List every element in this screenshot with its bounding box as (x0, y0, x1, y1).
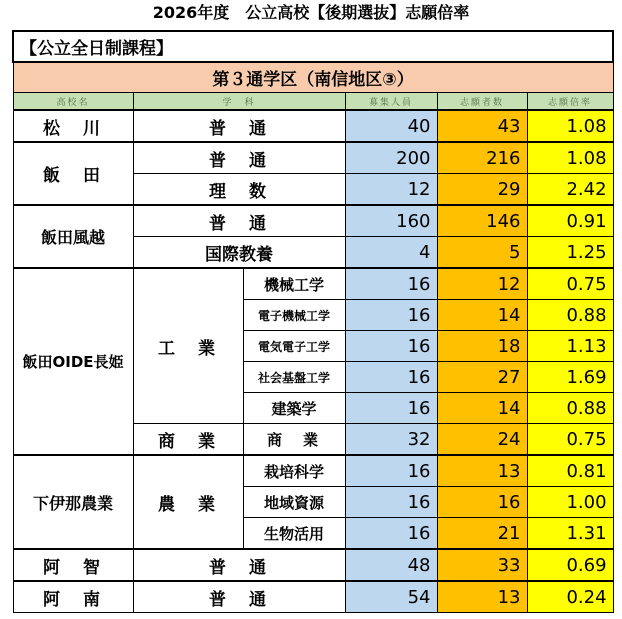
applicants-cell: 14 (437, 300, 527, 331)
ratio-cell: 1.13 (527, 331, 613, 362)
school-name: 阿 南 (13, 581, 133, 613)
applicants-cell: 27 (437, 362, 527, 393)
applicants-cell: 216 (437, 142, 527, 174)
table-header-row (13, 93, 613, 111)
sub-department: 社会基盤工学 (243, 362, 345, 393)
applicants-cell: 14 (437, 393, 527, 424)
sub-department: 建築学 (243, 393, 345, 424)
ratio-cell: 0.24 (527, 581, 613, 613)
sub-department: 電子機械工学 (243, 300, 345, 331)
sub-department: 栽培科学 (243, 455, 345, 487)
applicants-cell: 16 (437, 487, 527, 518)
ratio-cell: 0.91 (527, 205, 613, 237)
capacity-cell: 16 (345, 393, 437, 424)
school-name: 飯 田 (13, 142, 133, 205)
sub-department: 商 業 (243, 424, 345, 456)
course-label: 【公立全日制課程】 (13, 31, 613, 62)
page-title: 2026年度 公立高校【後期選抜】志願倍率 (152, 3, 470, 22)
header-ratio: 志願倍率 (527, 93, 613, 111)
school-name: 飯田風越 (13, 205, 133, 268)
header-department: 学 科 (133, 93, 345, 111)
ratio-cell: 1.25 (527, 237, 613, 269)
department: 国際教養 (133, 237, 345, 269)
department: 普 通 (133, 110, 345, 142)
applicants-cell: 24 (437, 424, 527, 456)
sub-department: 機械工学 (243, 268, 345, 300)
ratio-cell: 0.81 (527, 455, 613, 487)
ratio-cell: 0.69 (527, 549, 613, 581)
capacity-cell: 16 (345, 362, 437, 393)
table-row (13, 110, 613, 142)
capacity-cell: 16 (345, 487, 437, 518)
capacity-cell: 16 (345, 331, 437, 362)
capacity-cell: 16 (345, 455, 437, 487)
applicants-cell: 33 (437, 549, 527, 581)
header-capacity: 募集人員 (345, 93, 437, 111)
header-school: 高校名 (13, 93, 133, 111)
ratio-cell: 1.69 (527, 362, 613, 393)
applicants-cell: 12 (437, 268, 527, 300)
school-name: 松 川 (13, 110, 133, 142)
ratio-cell: 1.08 (527, 110, 613, 142)
department: 商 業 (133, 424, 243, 456)
applicants-cell: 21 (437, 518, 527, 550)
application-ratio-table (12, 30, 614, 613)
table-row (13, 142, 613, 174)
ratio-cell: 1.31 (527, 518, 613, 550)
ratio-cell: 0.75 (527, 268, 613, 300)
department: 普 通 (133, 205, 345, 237)
ratio-cell: 0.75 (527, 424, 613, 456)
district-label: 第３通学区（南信地区③） (13, 62, 613, 93)
capacity-cell: 160 (345, 205, 437, 237)
capacity-cell: 12 (345, 174, 437, 206)
table-row (13, 205, 613, 237)
capacity-cell: 4 (345, 237, 437, 269)
capacity-cell: 54 (345, 581, 437, 613)
header-applicants: 志願者数 (437, 93, 527, 111)
sub-department: 電気電子工学 (243, 331, 345, 362)
department: 普 通 (133, 581, 345, 613)
ratio-cell: 1.00 (527, 487, 613, 518)
capacity-cell: 16 (345, 300, 437, 331)
capacity-cell: 16 (345, 268, 437, 300)
department: 理 数 (133, 174, 345, 206)
ratio-cell: 0.88 (527, 300, 613, 331)
capacity-cell: 16 (345, 518, 437, 550)
department: 農 業 (133, 455, 243, 549)
table-row (13, 268, 613, 300)
table-row (13, 455, 613, 487)
applicants-cell: 43 (437, 110, 527, 142)
applicants-cell: 29 (437, 174, 527, 206)
capacity-cell: 40 (345, 110, 437, 142)
sub-department: 地域資源 (243, 487, 345, 518)
school-name: 飯田OIDE長姫 (13, 268, 133, 455)
school-name: 下伊那農業 (13, 455, 133, 549)
department: 普 通 (133, 142, 345, 174)
school-name: 阿 智 (13, 549, 133, 581)
applicants-cell: 13 (437, 455, 527, 487)
applicants-cell: 13 (437, 581, 527, 613)
capacity-cell: 200 (345, 142, 437, 174)
table-row (13, 581, 613, 613)
sub-department: 生物活用 (243, 518, 345, 550)
capacity-cell: 48 (345, 549, 437, 581)
ratio-cell: 2.42 (527, 174, 613, 206)
applicants-cell: 18 (437, 331, 527, 362)
ratio-cell: 0.88 (527, 393, 613, 424)
ratio-cell: 1.08 (527, 142, 613, 174)
table-row (13, 549, 613, 581)
applicants-cell: 146 (437, 205, 527, 237)
department: 普 通 (133, 549, 345, 581)
department: 工 業 (133, 268, 243, 424)
capacity-cell: 32 (345, 424, 437, 456)
applicants-cell: 5 (437, 237, 527, 269)
